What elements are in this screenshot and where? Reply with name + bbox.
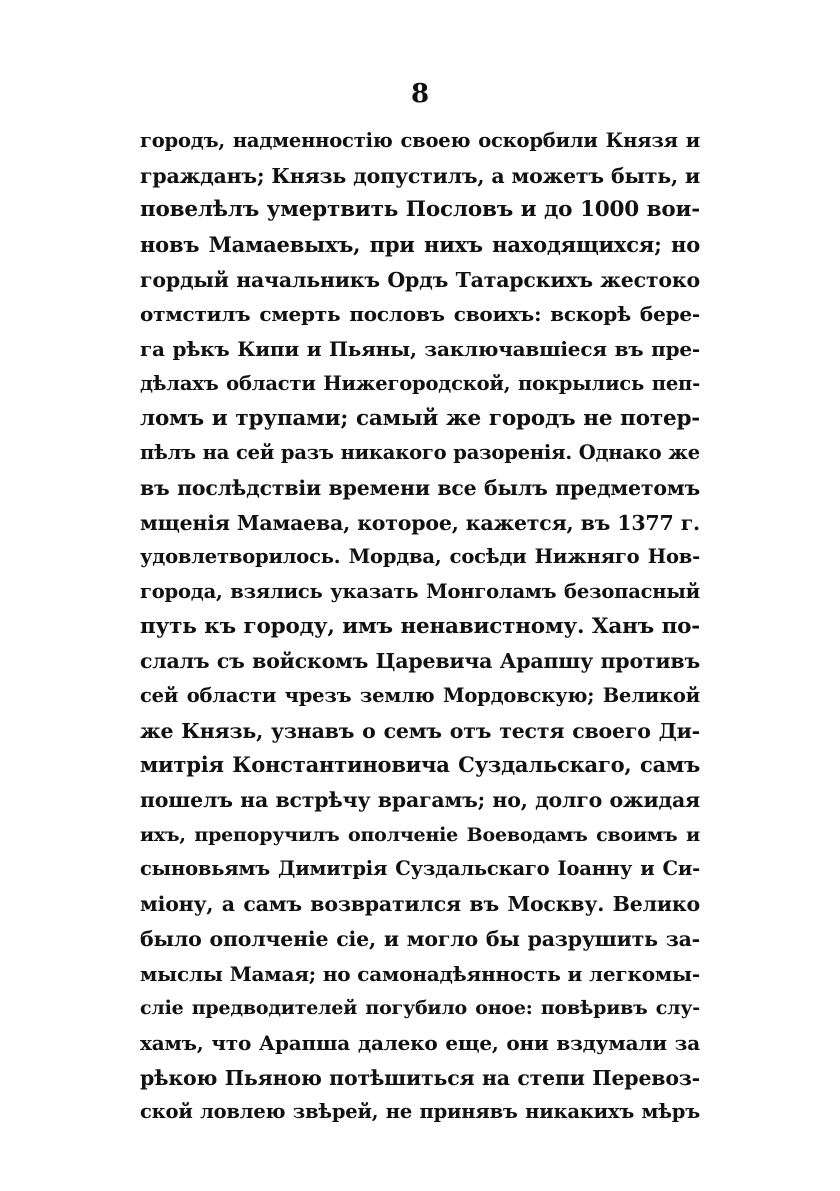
text-line: новъ Мамаевыхъ, при нихъ находящихся; но: [140, 232, 700, 258]
body-text: [140, 124, 700, 1130]
text-line: же Князь, узнавъ о семъ отъ тестя своего Ди-: [140, 718, 700, 743]
text-line: ломъ и трупами; самый же городъ не потер-: [140, 405, 700, 431]
text-line: хамъ, что Арапша далеко еще, они вздумали за: [140, 1030, 700, 1055]
text-line: городъ, надменностію своею оскорбили Князя и: [140, 129, 700, 152]
text-line: путь къ городу, имъ ненавистному. Ханъ по-: [140, 613, 700, 639]
text-line: сліе предводителей погубило оное: повѣривъ слу-: [140, 997, 700, 1020]
text-line: гражданъ; Князь допустилъ, а можетъ быть, и: [140, 163, 700, 188]
text-line: ской ловлею звѣрей, не принявъ никакихъ мѣръ: [140, 1100, 700, 1124]
text-line: ихъ, препоручилъ ополченіе Воеводамъ своимъ и: [140, 823, 700, 846]
text-line: дѣлахъ области Нижегородской, покрылись пеп-: [140, 371, 700, 395]
text-line: мыслы Мамая; но самонадѣянность и легкомы-: [140, 961, 700, 986]
text-line: въ послѣдствіи времени все былъ предметомъ: [140, 475, 700, 500]
text-line: рѣкою Пьяною потѣшиться на степи Перевоз-: [140, 1065, 700, 1090]
text-line: гордый начальникъ Ордъ Татарскихъ жестоко: [140, 267, 700, 292]
text-line: слалъ съ войскомъ Царевича Арапшу противъ: [140, 649, 700, 674]
text-line: митрія Константиновича Суздальскаго, самъ: [140, 752, 700, 778]
text-line: га рѣкъ Кипи и Пьяны, заключавшіеся въ пре-: [140, 337, 700, 362]
text-line: удовлетворилось. Мордва, сосѣди Нижняго Нов-: [140, 545, 700, 569]
text-line: повелѣлъ умертвить Пословъ и до 1000 вои-: [140, 197, 700, 223]
text-line: города, взялись указать Монголамъ безопасный: [140, 579, 700, 603]
text-line: отмстилъ смерть пословъ своихъ: вскорѣ бере-: [140, 302, 700, 327]
text-line: сей области чрезъ землю Мордовскую; Великой: [140, 684, 700, 707]
text-line: міону, а самъ возвратился въ Москву. Велико: [140, 892, 700, 917]
text-line: пошелъ на встрѣчу врагамъ; но, долго ожидая: [140, 788, 700, 813]
text-line: сыновьямъ Димитрія Суздальскаго Іоанну и Си-: [140, 857, 700, 881]
text-line: мщенія Мамаева, которое, кажется, въ 1377 г.: [140, 510, 700, 535]
text-line: пѣлъ на сей разъ никакого разоренія. Однако же: [140, 441, 700, 465]
page-number: 8: [410, 79, 430, 109]
text-line: было ополченіе сіе, и могло бы разрушить за-: [140, 926, 700, 951]
